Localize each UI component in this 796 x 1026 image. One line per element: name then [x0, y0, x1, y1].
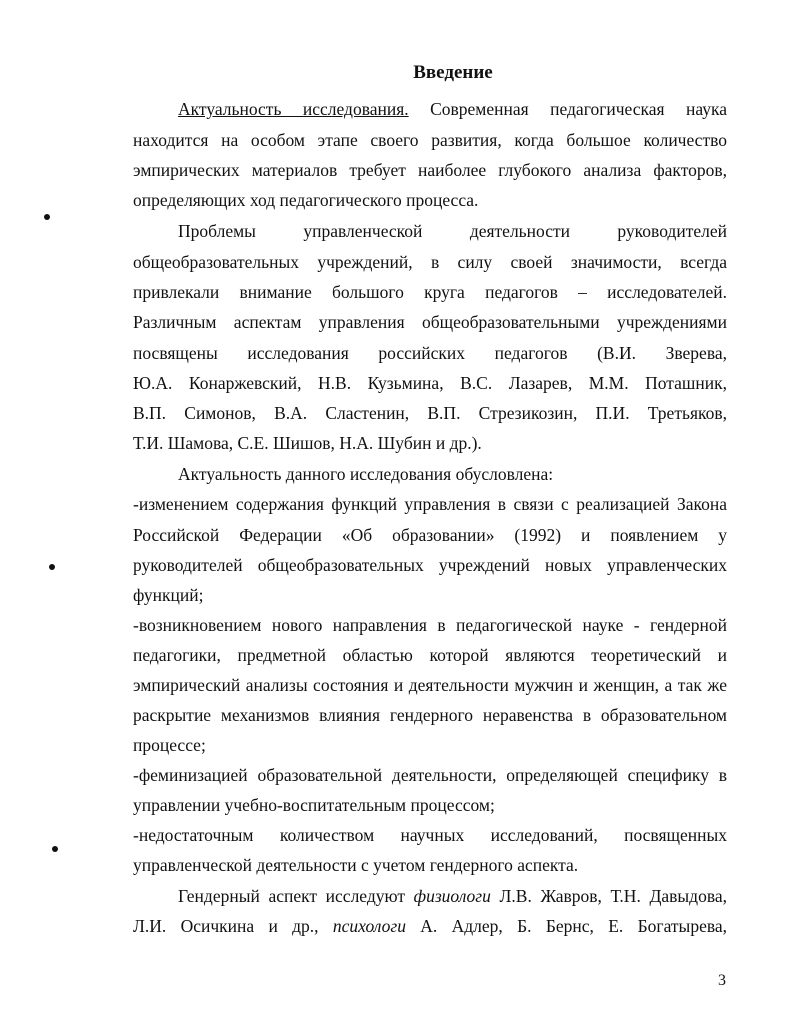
text-line: эмпирических материалов требует наиболее глубокого анализа факторов, — [133, 160, 727, 180]
text-line: находится на особом этапе своего развития, когда большое количество — [133, 130, 727, 150]
text-line: Гендерный аспект исследуют физиологи Л.В. Жавров, Т.Н. Давыдова, — [178, 886, 727, 906]
text-line: общеобразовательных учреждений, в силу своей значимости, всегда — [133, 252, 727, 272]
text-line: управленческой деятельности с учетом гендерного аспекта. — [133, 855, 579, 875]
text-line: Проблемы управленческой деятельности руководителей — [178, 221, 727, 241]
text-line: руководителей общеобразовательных учреждений новых управленческих — [133, 555, 727, 575]
page-title: Введение — [413, 62, 493, 83]
text-line: привлекали внимание большого круга педагогов – исследователей. — [133, 282, 727, 302]
page-number: 3 — [718, 972, 726, 989]
text-line: Ю.А. Конаржевский, Н.В. Кузьмина, В.С. Лазарев, М.М. Поташник, — [133, 373, 727, 393]
text-line: Актуальность данного исследования обусловлена: — [178, 464, 554, 484]
text-line: Различным аспектам управления общеобразовательными учреждениями — [133, 312, 727, 332]
text-line: эмпирический анализы состояния и деятельности мужчин и женщин, а так же — [133, 675, 727, 695]
text-line: посвящены исследования российских педагогов (В.И. Зверева, — [133, 343, 727, 363]
text-line: педагогики, предметной областью которой являются теоретический и — [133, 645, 727, 665]
text-line: -феминизацией образовательной деятельности, определяющей специфику в — [133, 765, 727, 785]
text-line: раскрытие механизмов влияния гендерного неравенства в образовательном — [133, 705, 727, 725]
section-lead: Актуальность исследования. — [178, 99, 409, 119]
text-line: -изменением содержания функций управления в связи с реализацией Закона — [133, 494, 727, 514]
text-line: Т.И. Шамова, С.Е. Шишов, Н.А. Шубин и др.). — [133, 433, 482, 453]
scan-speck — [52, 846, 58, 852]
scan-speck — [44, 214, 50, 220]
text-line: Российской Федерации «Об образовании» (1992) и появлением у — [133, 525, 727, 545]
text-line: функций; — [133, 585, 204, 605]
text-line: -недостаточным количеством научных исследований, посвященных — [133, 825, 727, 845]
text-line: -возникновением нового направления в педагогической науке - гендерной — [133, 615, 727, 635]
text-line: процессе; — [133, 735, 206, 755]
text-line: определяющих ход педагогического процесса. — [133, 190, 479, 210]
text-line: Л.И. Осичкина и др., психологи А. Адлер, Б. Бернс, Е. Богатырева, — [133, 916, 727, 936]
text-line: В.П. Симонов, В.А. Сластенин, В.П. Стрезикозин, П.И. Третьяков, — [133, 403, 727, 423]
text-line: Актуальность исследования. Современная педагогическая наука — [178, 99, 727, 119]
text-line: управлении учебно-воспитательным процессом; — [133, 795, 495, 815]
scan-speck — [49, 564, 55, 570]
